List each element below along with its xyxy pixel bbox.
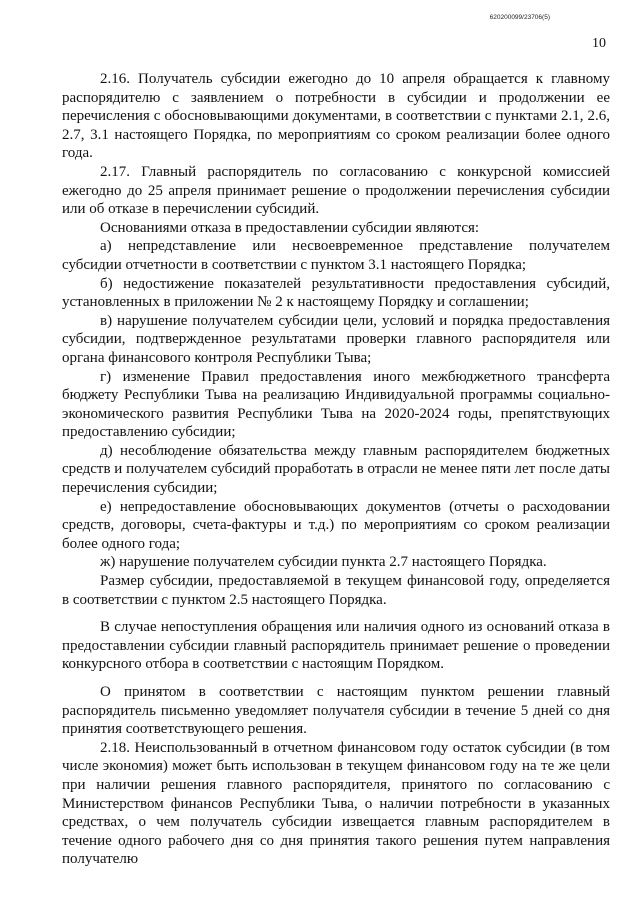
no-application-paragraph: В случае непоступления обращения или наличия одного из оснований отказа в предоставлении субсидии главный распорядитель принимает решение о проведении конкурсного отбора в соответствии с настоящим Порядком. bbox=[62, 619, 610, 673]
paragraph-2-16: 2.16. Получатель субсидии ежегодно до 10 апреля обращается к главному распорядителю с заявлением о потребности в субсидии и продолжении ее перечисления с обосновывающими документами, в соответствии с пунктами 2.1, 2.6, 2.7, 3.1 настоящего Порядка, по мероприятиям со сроком реализации более одного года. bbox=[62, 71, 610, 162]
refusal-item-d: д) несоблюдение обязательства между главным распорядителем бюджетных средств и получателем субсидий проработать в отрасли не менее пяти лет после даты перечисления субсидии; bbox=[62, 442, 610, 497]
refusal-item-b: б) недостижение показателей результативности предоставления субсидий, установленных в приложении № 2 к настоящему Порядку и соглашении; bbox=[62, 275, 610, 311]
refusal-item-v: в) нарушение получателем субсидии цели, условий и порядка предоставления субсидии, подтвержденное результатами проверки главного распорядителя или органа финансового контроля Республики Тыва; bbox=[62, 312, 610, 366]
document-id: 620200099/23706(5) bbox=[489, 14, 550, 21]
refusal-item-e: е) непредоставление обосновывающих документов (отчеты о расходовании средств, договоры, счета-фактуры и т.д.) по мероприятиям со сроком реализации более одного года; bbox=[62, 498, 610, 552]
refusal-item-g: г) изменение Правил предоставления иного межбюджетного трансферта бюджету Республики Тыва на реализацию Индивидуальной программы социально-экономического развития Республики Тыва на 2020-2024 годы, препятствующих предоставлению субсидии; bbox=[62, 368, 610, 441]
refusal-item-zh: ж) нарушение получателем субсидии пункта 2.7 настоящего Порядка. bbox=[100, 554, 547, 571]
document-body bbox=[62, 70, 610, 869]
paragraph-2-18: 2.18. Неиспользованный в отчетном финансовом году остаток субсидии (в том числе экономия) может быть использован в текущем финансовом году на те же цели при наличии решения главного распорядителя, принятого по согласованию с Министерством финансов Республики Тыва, о наличии потребности в указанных средствах, о чем получатель субсидии извещается главным распорядителем в течение одного рабочего дня со дня принятия такого решения путем направления получателю bbox=[62, 739, 610, 868]
page-number: 10 bbox=[592, 36, 606, 51]
notification-paragraph: О принятом в соответствии с настоящим пунктом решении главный распорядитель письменно уведомляет получателя субсидии в течение 5 дней со дня принятия соответствующего решения. bbox=[62, 684, 610, 738]
subsidy-amount-paragraph: Размер субсидии, предоставляемой в текущем финансовой году, определяется в соответствии с пунктом 2.5 настоящего Порядка. bbox=[62, 573, 610, 608]
refusal-item-a: а) непредставление или несвоевременное представление получателем субсидии отчетности в соответствии с пунктом 3.1 настоящего Порядка; bbox=[62, 238, 610, 273]
paragraph-2-17: 2.17. Главный распорядитель по согласованию с конкурсной комиссией ежегодно до 25 апреля принимает решение о продолжении перечисления субсидии или об отказе в перечислении субсидий. bbox=[62, 163, 610, 218]
refusal-grounds-heading: Основаниями отказа в предоставлении субсидии являются: bbox=[100, 219, 480, 236]
